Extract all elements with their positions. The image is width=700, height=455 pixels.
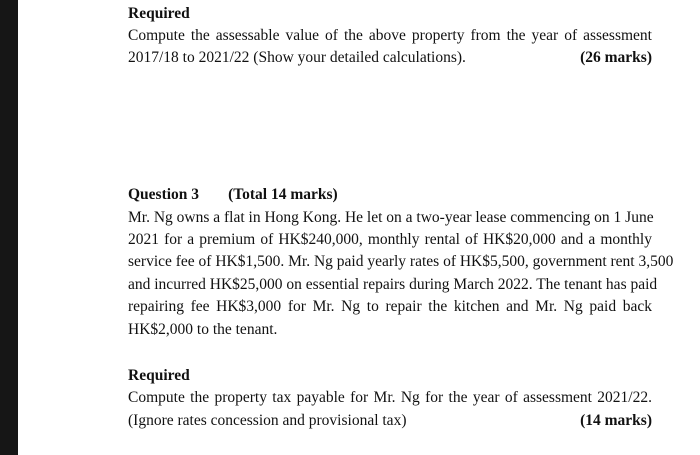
question-3-line-2: 2021 for a premium of HK$240,000, monthly rental of HK$20,000 and a monthly [128,231,652,248]
question-3-total: (Total 14 marks) [228,186,338,203]
left-edge-bar [0,0,18,455]
required-2-line-2-row [128,411,652,431]
required-heading-1: Required [128,5,190,22]
question-3-title: Question 3 [128,186,200,203]
required-1-line-2: 2017/18 to 2021/22 (Show your detailed calculations). [128,49,466,66]
question-3-line-6: HK$2,000 to the tenant. [128,321,278,338]
question-3-line-3: service fee of HK$1,500. Mr. Ng paid yearly rates of HK$5,500, government rent 3,500 [128,253,674,270]
marks-26: (26 marks) [580,49,652,66]
question-3-line-4: and incurred HK$25,000 on essential repairs during March 2022. The tenant has paid [128,276,658,293]
required-2-line-2: (Ignore rates concession and provisional tax) [128,412,407,429]
required-2-line-1: Compute the property tax payable for Mr. Ng for the year of assessment 2021/22. [128,389,652,406]
required-heading-2: Required [128,367,190,384]
document-page [128,0,674,455]
marks-14: (14 marks) [580,412,652,429]
question-3-line-1: Mr. Ng owns a flat in Hong Kong. He let on a two-year lease commencing on 1 June [128,209,654,226]
question-3-line-5: repairing fee HK$3,000 for Mr. Ng to repair the kitchen and Mr. Ng paid back [128,298,652,315]
required-1-line-2-row [128,48,652,68]
required-1-line-1: Compute the assessable value of the above property from the year of assessment [128,27,652,44]
question-3-heading [128,185,652,205]
